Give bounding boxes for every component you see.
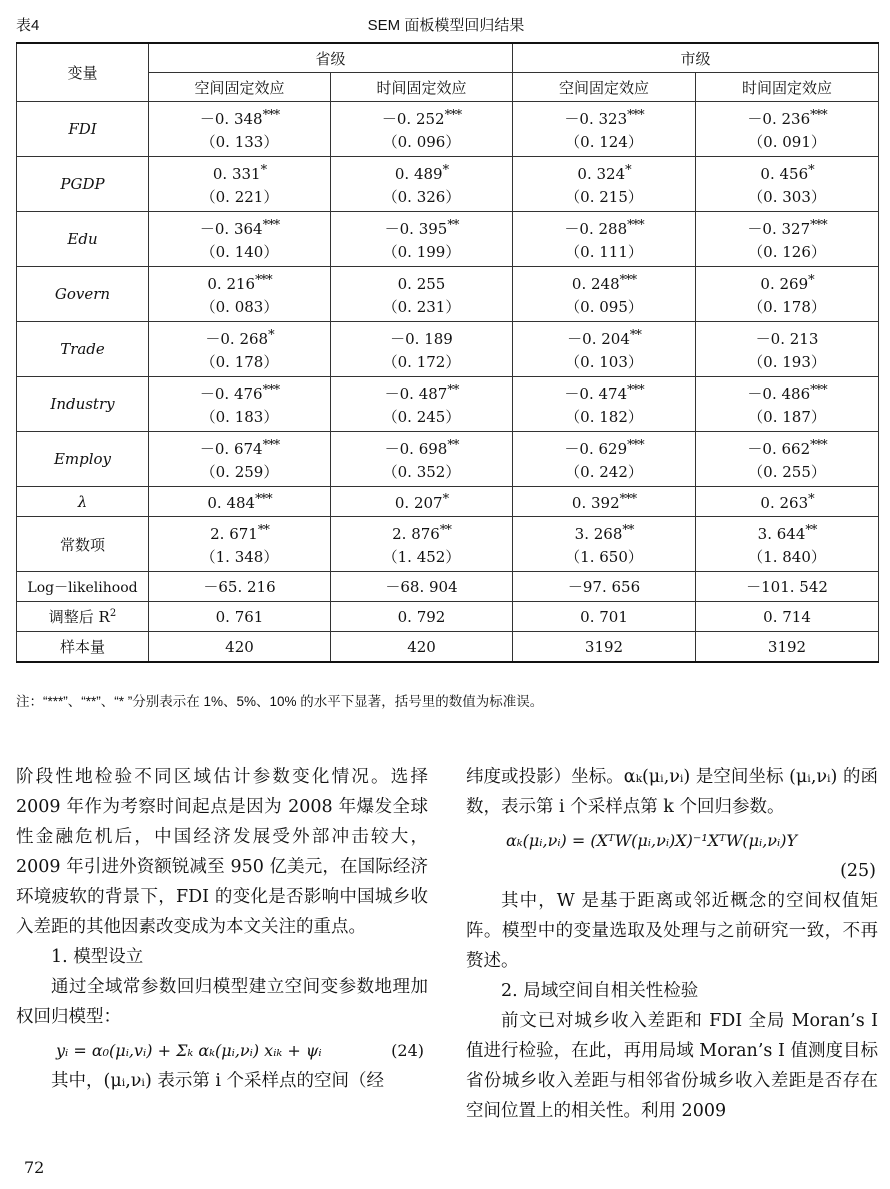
variable-name: Govern <box>17 267 149 322</box>
significance-stars: ** <box>629 328 641 343</box>
coef-cell <box>331 322 513 377</box>
significance-stars: ** <box>439 523 451 538</box>
table-row <box>17 487 879 517</box>
value-cell: －68. 904 <box>331 572 513 602</box>
std-error: （0. 193） <box>748 353 826 371</box>
table-caption <box>16 14 876 34</box>
value-cell: 0. 792 <box>331 602 513 632</box>
coef-value: 0. 207 <box>394 493 443 512</box>
value-cell: 420 <box>331 632 513 663</box>
coef-value: －0. 698 <box>384 440 448 458</box>
coef-cell <box>331 157 513 212</box>
std-error: （1. 650） <box>565 548 643 566</box>
header-sub: 空间固定效应 <box>513 73 696 102</box>
coef-cell <box>149 377 331 432</box>
std-error: （0. 187） <box>748 408 826 426</box>
significance-stars: *** <box>627 383 644 398</box>
std-error: （0. 178） <box>748 298 826 316</box>
coef-cell <box>149 517 331 572</box>
significance-stars: *** <box>810 218 827 233</box>
coef-value: －0. 288 <box>564 220 628 238</box>
significance-stars: * <box>260 163 267 178</box>
table-row <box>17 602 879 632</box>
std-error: （0. 199） <box>382 243 461 261</box>
std-error: （0. 259） <box>200 463 279 481</box>
std-error: （0. 103） <box>565 353 643 371</box>
significance-stars: *** <box>619 273 637 288</box>
significance-stars: *** <box>627 108 644 123</box>
coef-cell <box>331 377 513 432</box>
value-cell: －97. 656 <box>513 572 696 602</box>
coef-cell <box>696 212 879 267</box>
std-error: （0. 096） <box>382 133 461 151</box>
significance-stars: ** <box>447 218 459 233</box>
std-error: （0. 245） <box>382 408 461 426</box>
significance-stars: *** <box>444 108 462 123</box>
value-cell: －65. 216 <box>149 572 331 602</box>
table-label: 表4 <box>16 17 40 34</box>
std-error: （0. 183） <box>200 408 279 426</box>
std-error: （0. 111） <box>565 243 643 261</box>
std-error: （0. 303） <box>748 188 826 206</box>
table-row <box>17 322 879 377</box>
significance-stars: * <box>442 163 449 178</box>
std-error: （0. 083） <box>200 298 279 316</box>
table-row <box>17 377 879 432</box>
coef-cell <box>149 267 331 322</box>
row-label: Log－likelihood <box>27 579 138 596</box>
coef-cell <box>149 212 331 267</box>
coef-cell <box>696 267 879 322</box>
variable-name: FDI <box>17 102 149 157</box>
coef-cell <box>513 212 696 267</box>
table-row <box>17 157 879 212</box>
equation-formula: yᵢ = α₀(μᵢ,vᵢ) + Σₖ αₖ(μᵢ,νᵢ) xᵢₖ + ψᵢ <box>56 1041 322 1060</box>
coef-cell <box>149 157 331 212</box>
coef-value: －0. 204 <box>567 330 630 348</box>
coef-cell <box>696 157 879 212</box>
section-heading: 1. 模型设立 <box>51 947 144 967</box>
section-heading: 2. 局域空间自相关性检验 <box>501 981 699 1001</box>
coef-value: －0. 236 <box>747 110 811 128</box>
significance-stars: *** <box>619 491 637 507</box>
value-cell: 3192 <box>696 632 879 663</box>
significance-stars: * <box>268 328 274 343</box>
variable-name: Edu <box>17 212 149 267</box>
coef-cell <box>331 432 513 487</box>
significance-stars: ** <box>447 383 459 398</box>
significance-stars: *** <box>255 491 272 507</box>
page-number: 72 <box>24 1158 45 1177</box>
variable-name: Employ <box>17 432 149 487</box>
significance-stars: ** <box>257 523 269 538</box>
coef-cell <box>513 102 696 157</box>
coef-cell <box>696 102 879 157</box>
coef-value: 3. 268 <box>574 525 623 543</box>
paragraph: 通过全域常参数回归模型建立空间变参数地理加权回归模型： <box>16 977 428 1027</box>
significance-stars: *** <box>262 383 280 398</box>
std-error: （0. 352） <box>382 463 461 481</box>
coef-value: －0. 323 <box>564 110 628 128</box>
significance-stars: *** <box>810 438 827 453</box>
coef-cell <box>513 267 696 322</box>
table-row <box>17 102 879 157</box>
coef-value: －0. 327 <box>747 220 811 238</box>
significance-stars: *** <box>810 108 827 123</box>
coef-value: －0. 674 <box>199 440 263 458</box>
table-row <box>17 267 879 322</box>
superscript: 2 <box>109 608 117 619</box>
table-row <box>17 572 879 602</box>
significance-stars: * <box>808 273 814 288</box>
header-city: 市级 <box>513 43 879 73</box>
coef-cell <box>149 322 331 377</box>
variable-name <box>17 602 149 632</box>
coef-cell <box>331 267 513 322</box>
coef-value: －0. 213 <box>755 330 819 348</box>
coef-value: －0. 252 <box>381 110 445 128</box>
value-cell: －101. 542 <box>696 572 879 602</box>
coef-value: 3. 644 <box>757 525 806 543</box>
coef-cell <box>331 102 513 157</box>
variable-name: Industry <box>17 377 149 432</box>
variable-name: 常数项 <box>17 517 149 572</box>
row-label: 样本量 <box>59 638 105 656</box>
coef-cell <box>331 212 513 267</box>
std-error: （0. 140） <box>200 243 279 261</box>
std-error: （1. 840） <box>748 548 826 566</box>
coef-cell <box>696 487 879 517</box>
coef-value: 0. 255 <box>397 275 446 293</box>
coef-value: －0. 395 <box>384 220 448 238</box>
std-error: （0. 182） <box>565 408 643 426</box>
significance-stars: *** <box>262 218 280 233</box>
paragraph: 前文已对城乡收入差距和 FDI 全局 Moran’s I 值进行检验，在此，再用局域 Moran’s I 值测度目标省份城乡收入差距与相邻省份城乡收入差距是否存在空间位置上的相关性。利用 2009 <box>466 1011 878 1121</box>
table-row <box>17 432 879 487</box>
coef-cell <box>696 377 879 432</box>
coef-value: 0. 248 <box>571 275 620 293</box>
header-province: 省级 <box>149 43 513 73</box>
coef-cell <box>331 487 513 517</box>
paragraph: 阶段性地检验不同区域估计参数变化情况。选择 2009 年作为考察时间起点是因为 2008 年爆发全球性金融危机后，中国经济发展受外部冲击较大，2009 年引进外资额锐减至 950 亿美元，在国际经济环境疲软的背景下，FDI 的变化是否影响中国城乡收入差距的其他因素改变成为本文关注的重点。 <box>16 767 428 937</box>
left-column <box>16 762 428 1096</box>
std-error: （0. 095） <box>565 298 643 316</box>
row-label: 调整后 R <box>48 608 110 626</box>
variable-name: Trade <box>17 322 149 377</box>
equation-25 <box>466 822 878 856</box>
significance-stars: *** <box>627 218 644 233</box>
table-row <box>17 212 879 267</box>
variable-name <box>17 572 149 602</box>
coef-cell <box>513 322 696 377</box>
significance-stars: * <box>808 163 814 178</box>
significance-stars: ** <box>622 523 634 538</box>
value-cell: 0. 714 <box>696 602 879 632</box>
header-sub: 空间固定效应 <box>149 73 331 102</box>
significance-stars: *** <box>627 438 644 453</box>
paragraph: 纬度或投影）坐标。αₖ(μᵢ,νᵢ) 是空间坐标 (μᵢ,νᵢ) 的函数，表示第 i 个采样点第 k 个回归参数。 <box>466 767 878 817</box>
variable-name: PGDP <box>17 157 149 212</box>
coef-value: －0. 268 <box>205 330 269 348</box>
std-error: （0. 178） <box>200 353 279 371</box>
coef-value: －0. 662 <box>747 440 811 458</box>
significance-stars: *** <box>810 383 827 398</box>
coef-cell <box>149 102 331 157</box>
equation-number: (25) <box>840 861 876 881</box>
coef-value: 2. 876 <box>392 525 440 543</box>
equation-formula: αₖ(μᵢ,νᵢ) = (XᵀW(μᵢ,νᵢ)X)⁻¹XᵀW(μᵢ,νᵢ)Y <box>506 831 798 850</box>
coef-value: －0. 629 <box>564 440 628 458</box>
coef-value: －0. 487 <box>384 385 448 403</box>
significance-stars: *** <box>255 273 272 288</box>
std-error: （1. 452） <box>382 548 461 566</box>
header-sub: 时间固定效应 <box>696 73 879 102</box>
coef-value: －0. 189 <box>390 330 453 348</box>
coef-cell <box>149 487 331 517</box>
significance-stars: *** <box>262 438 280 453</box>
variable-name: λ <box>17 487 149 517</box>
coef-value: 0. 484 <box>207 493 256 512</box>
value-cell: 3192 <box>513 632 696 663</box>
std-error: （1. 348） <box>200 548 279 566</box>
coef-value: －0. 486 <box>747 385 811 403</box>
value-cell: 0. 761 <box>149 602 331 632</box>
coef-cell <box>513 487 696 517</box>
paragraph: 其中，W 是基于距离或邻近概念的空间权值矩阵。模型中的变量选取及处理与之前研究一致，不再赘述。 <box>466 891 878 971</box>
std-error: （0. 242） <box>565 463 643 481</box>
coef-value: 0. 331 <box>212 165 261 183</box>
coef-value: 0. 489 <box>394 165 443 183</box>
variable-name <box>17 632 149 663</box>
equation-number: (24) <box>391 1041 424 1060</box>
std-error: （0. 326） <box>382 188 461 206</box>
std-error: （0. 124） <box>565 133 643 151</box>
value-cell: 420 <box>149 632 331 663</box>
std-error: （0. 231） <box>382 298 461 316</box>
value-cell: 0. 701 <box>513 602 696 632</box>
significance-stars: * <box>442 491 449 507</box>
std-error: （0. 133） <box>200 133 279 151</box>
table-note: 注：“***”、“**”、“* ”分别表示在 1%、5%、10% 的水平下显著，括号里的数值为标准误。 <box>16 694 544 709</box>
coef-value: 0. 324 <box>577 165 626 183</box>
significance-stars: *** <box>262 108 280 123</box>
coef-cell <box>696 517 879 572</box>
std-error: （0. 126） <box>748 243 826 261</box>
coef-value: 0. 269 <box>760 275 809 293</box>
coef-cell <box>513 517 696 572</box>
coef-value: 0. 263 <box>760 493 809 512</box>
table-row <box>17 632 879 663</box>
coef-value: 0. 392 <box>571 493 620 512</box>
std-error: （0. 221） <box>200 188 279 206</box>
std-error: （0. 215） <box>565 188 643 206</box>
coef-cell <box>513 377 696 432</box>
coef-cell <box>513 157 696 212</box>
coef-value: 0. 456 <box>760 165 809 183</box>
coef-cell <box>696 322 879 377</box>
regression-table <box>16 42 879 663</box>
coef-value: －0. 364 <box>199 220 263 238</box>
std-error: （0. 091） <box>748 133 826 151</box>
header-variable: 变量 <box>17 43 149 102</box>
coef-value: －0. 476 <box>199 385 263 403</box>
coef-value: 2. 671 <box>210 525 258 543</box>
table-title: SEM 面板模型回归结果 <box>367 17 525 34</box>
right-column <box>466 762 878 1126</box>
coef-value: －0. 474 <box>564 385 628 403</box>
std-error: （0. 255） <box>748 463 826 481</box>
std-error: （0. 172） <box>382 353 461 371</box>
equation-24 <box>16 1032 428 1066</box>
paragraph: 其中，(μᵢ,νᵢ) 表示第 i 个采样点的空间（经 <box>51 1071 385 1091</box>
table-row <box>17 517 879 572</box>
coef-cell <box>513 432 696 487</box>
significance-stars: ** <box>447 438 459 453</box>
coef-value: －0. 348 <box>199 110 263 128</box>
significance-stars: * <box>625 163 631 178</box>
coef-cell <box>149 432 331 487</box>
coef-cell <box>696 432 879 487</box>
significance-stars: ** <box>805 523 817 538</box>
significance-stars: * <box>808 491 814 507</box>
coef-cell <box>331 517 513 572</box>
coef-value: 0. 216 <box>207 275 256 293</box>
header-sub: 时间固定效应 <box>331 73 513 102</box>
